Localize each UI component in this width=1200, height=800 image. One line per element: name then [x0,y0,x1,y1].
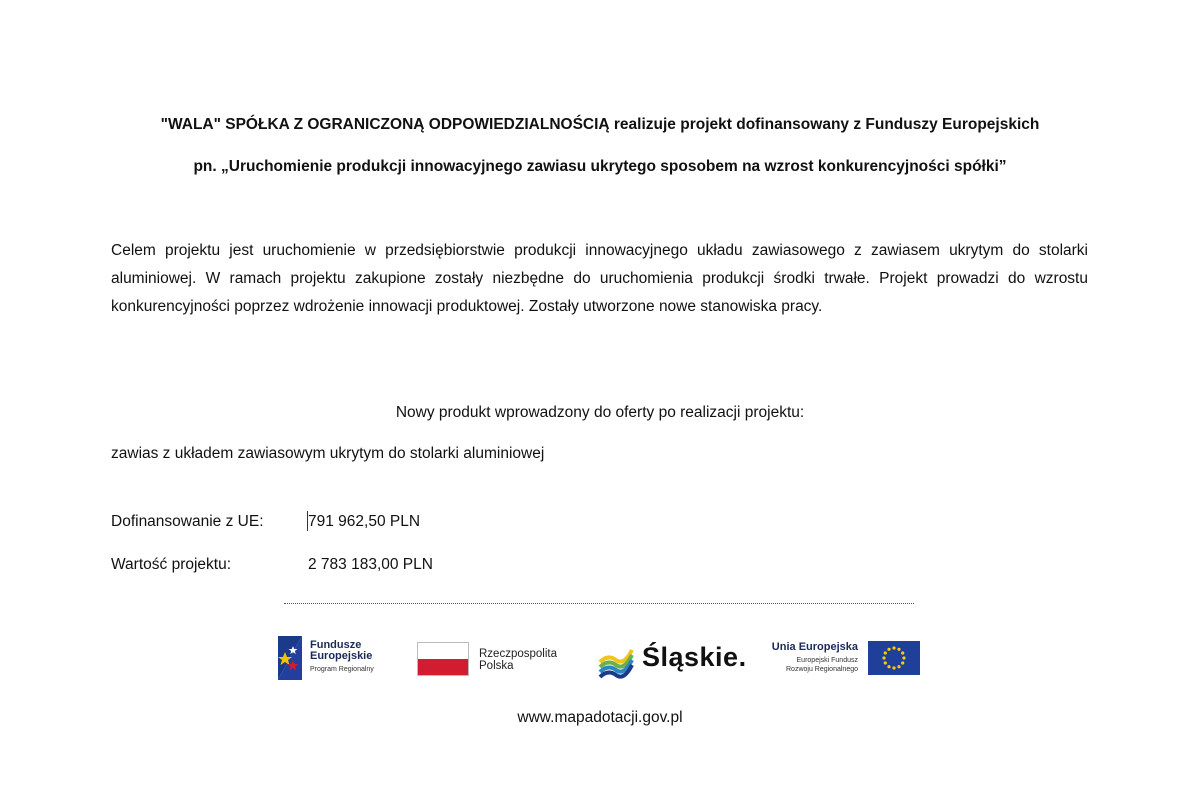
pl-text [479,648,557,672]
header-line-2: pn. „Uruchomienie produkcji innowacyjnego zawiasu ukrytego sposobem na wzrost konkurencyjności spółki” [193,158,1007,175]
unia-europejska-logo [766,638,926,682]
project-value-label: Wartość projektu: [111,556,232,573]
project-value-amount: 2 783 183,00 PLN [308,556,433,573]
footer-url: www.mapadotacji.gov.pl [517,709,683,726]
dotted-divider [284,603,914,604]
project-value-row [111,556,433,574]
fe-line-3: Program Regionalny [310,666,374,673]
slaskie-waves-icon [598,638,638,682]
eu-funding-label: Dofinansowanie z UE: [111,513,264,530]
project-description: Celem projektu jest uruchomienie w przedsiębiorstwie produkcji innowacyjnego układu zawiasowego z zawiasem ukrytym do stolarki aluminiowej. W ramach projektu zakupione zostały niezbędne do uruchomienia produkcji środki trwałe. Projekt prowadzi do wzrostu konkurencyjności poprzez wdrożenie innowacji produktowej. Zostały utworzone nowe stanowiska pracy. [111,242,1088,315]
ue-line-1: Unia Europejska [771,641,858,653]
slaskie-logo [598,638,747,682]
ue-line-2: Europejski Fundusz [796,657,858,664]
new-product-name: zawias z układem zawiasowym ukrytym do stolarki aluminiowej [111,445,545,462]
eu-funding-value: 791 962,50 PLN [308,513,421,530]
fe-text [310,640,374,675]
fe-line-1: Fundusze [310,639,362,651]
polish-flag-icon [417,642,469,676]
fundusze-europejskie-logo [276,634,396,682]
new-product-heading: Nowy produkt wprowadzony do oferty po realizacji projektu: [395,404,805,421]
eu-funding-row [111,513,421,531]
ue-text [766,642,858,674]
eu-funds-icon [276,634,306,682]
fe-line-2: Europejskie [310,650,373,662]
rzeczpospolita-polska-logo [417,640,577,680]
slaskie-name: Śląskie. [642,642,747,672]
pl-line-1: Rzeczpospolita [479,648,557,660]
ue-line-3: Rozwoju Regionalnego [786,666,858,673]
pl-line-2: Polska [479,660,514,672]
header-line-1: "WALA" SPÓŁKA Z OGRANICZONĄ ODPOWIEDZIALNOŚCIĄ realizuje projekt dofinansowany z Funduszy Europejskich [160,116,1040,133]
eu-flag-icon [868,641,920,675]
